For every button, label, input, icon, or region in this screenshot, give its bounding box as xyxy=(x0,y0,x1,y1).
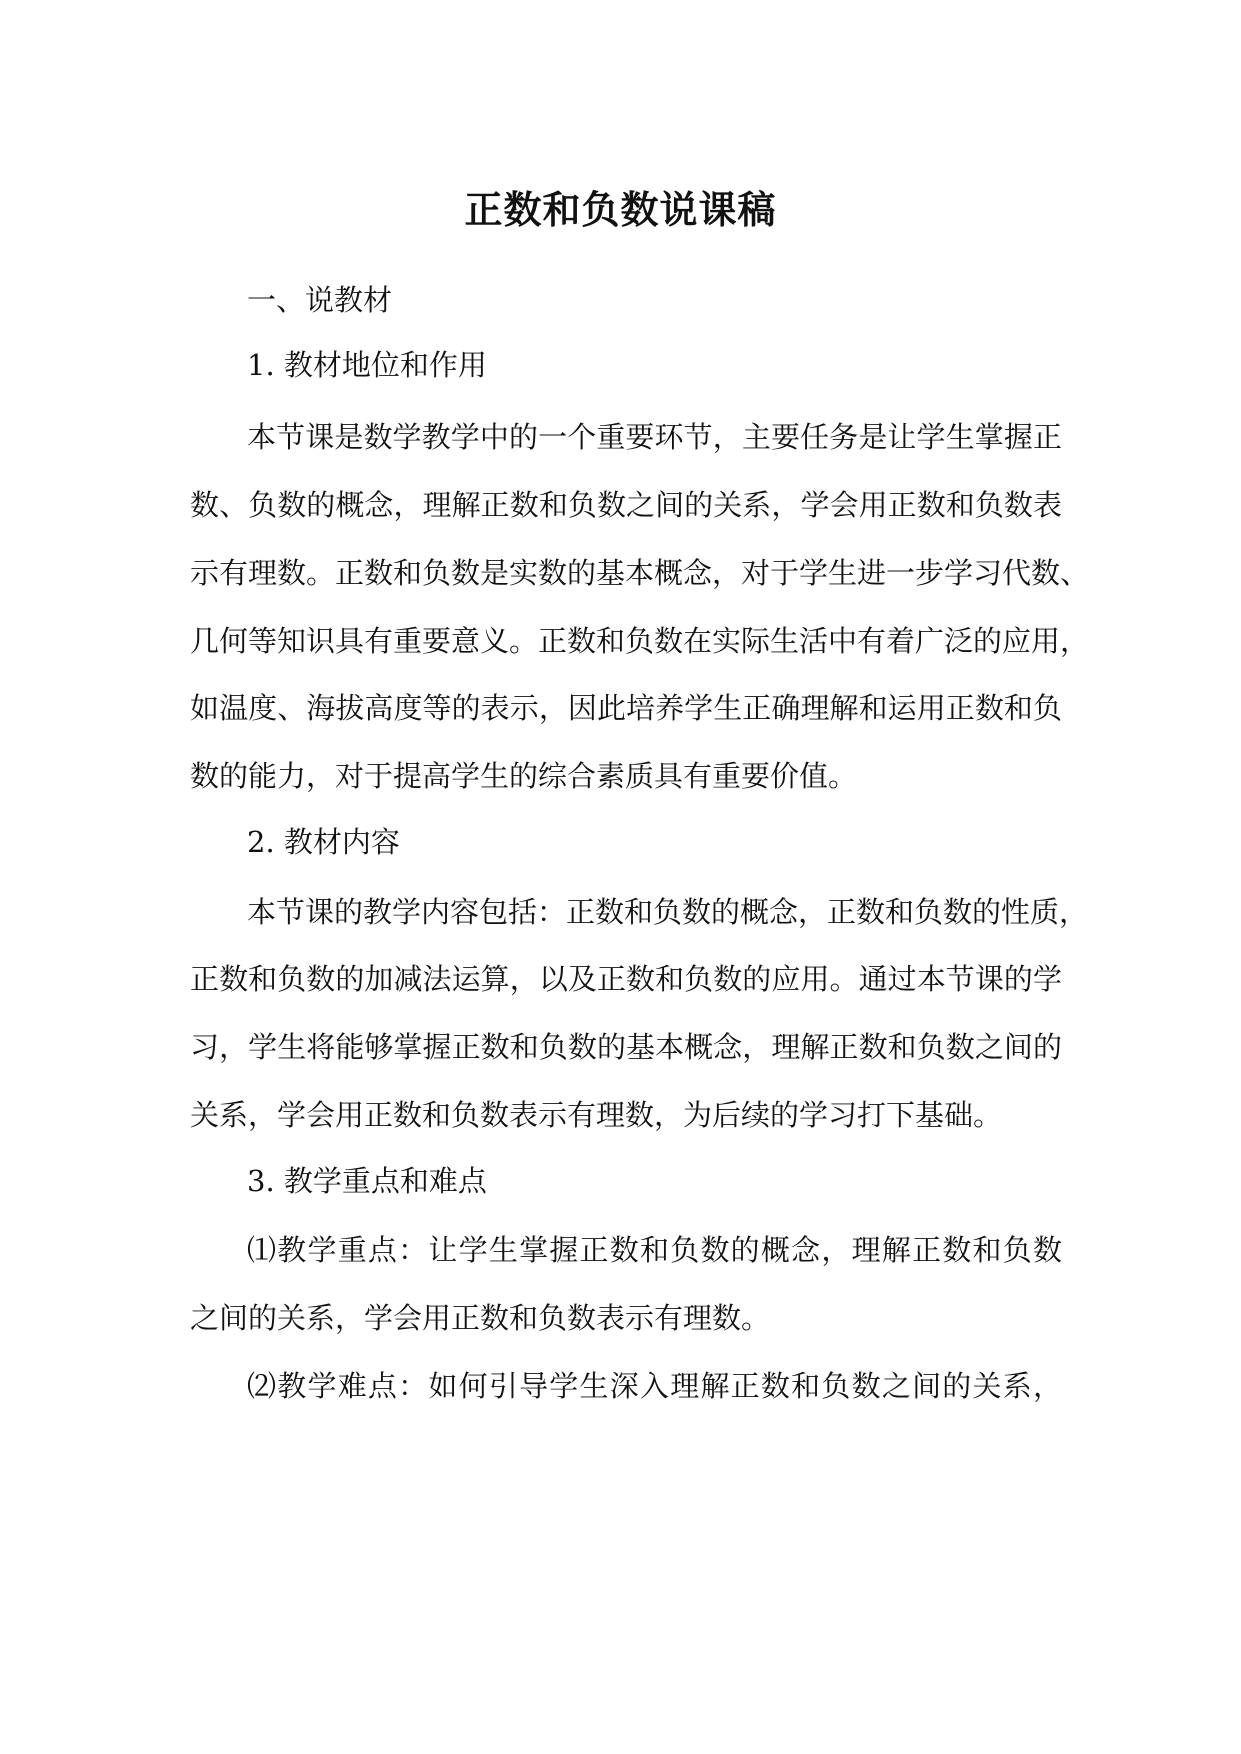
paragraph-line: 本节课的教学内容包括：正数和负数的概念，正数和负数的性质， xyxy=(247,895,1089,929)
document-title: 正数和负数说课稿 xyxy=(464,187,777,232)
paragraph-line: ⑵教学难点：如何引导学生深入理解正数和负数之间的关系， xyxy=(247,1369,1062,1403)
paragraph-line: 本节课是数学教学中的一个重要环节，主要任务是让学生掌握正 xyxy=(247,420,1062,454)
subsection-heading: 2. 教材内容 xyxy=(247,825,400,859)
paragraph-line: 习，学生将能够掌握正数和负数的基本概念，理解正数和负数之间的 xyxy=(190,1030,1062,1064)
section-heading: 一、说教材 xyxy=(247,283,393,317)
paragraph-line: 之间的关系，学会用正数和负数表示有理数。 xyxy=(190,1301,771,1335)
paragraph-line: 数、负数的概念，理解正数和负数之间的关系，学会用正数和负数表 xyxy=(190,488,1062,522)
subsection-heading: 1. 教材地位和作用 xyxy=(247,348,487,382)
paragraph-line: 几何等知识具有重要意义。正数和负数在实际生活中有着广泛的应用， xyxy=(190,624,1090,658)
paragraph-line: 正数和负数的加减法运算，以及正数和负数的应用。通过本节课的学 xyxy=(190,962,1062,996)
paragraph-line: 示有理数。正数和负数是实数的基本概念，对于学生进一步学习代数、 xyxy=(190,556,1090,590)
paragraph-line: ⑴教学重点：让学生掌握正数和负数的概念，理解正数和负数 xyxy=(247,1233,1062,1267)
paragraph-line: 如温度、海拔高度等的表示，因此培养学生正确理解和运用正数和负 xyxy=(190,691,1062,725)
paragraph-line: 数的能力，对于提高学生的综合素质具有重要价值。 xyxy=(190,759,858,793)
subsection-heading: 3. 教学重点和难点 xyxy=(247,1164,487,1198)
paragraph-line: 关系，学会用正数和负数表示有理数，为后续的学习打下基础。 xyxy=(190,1098,1003,1132)
